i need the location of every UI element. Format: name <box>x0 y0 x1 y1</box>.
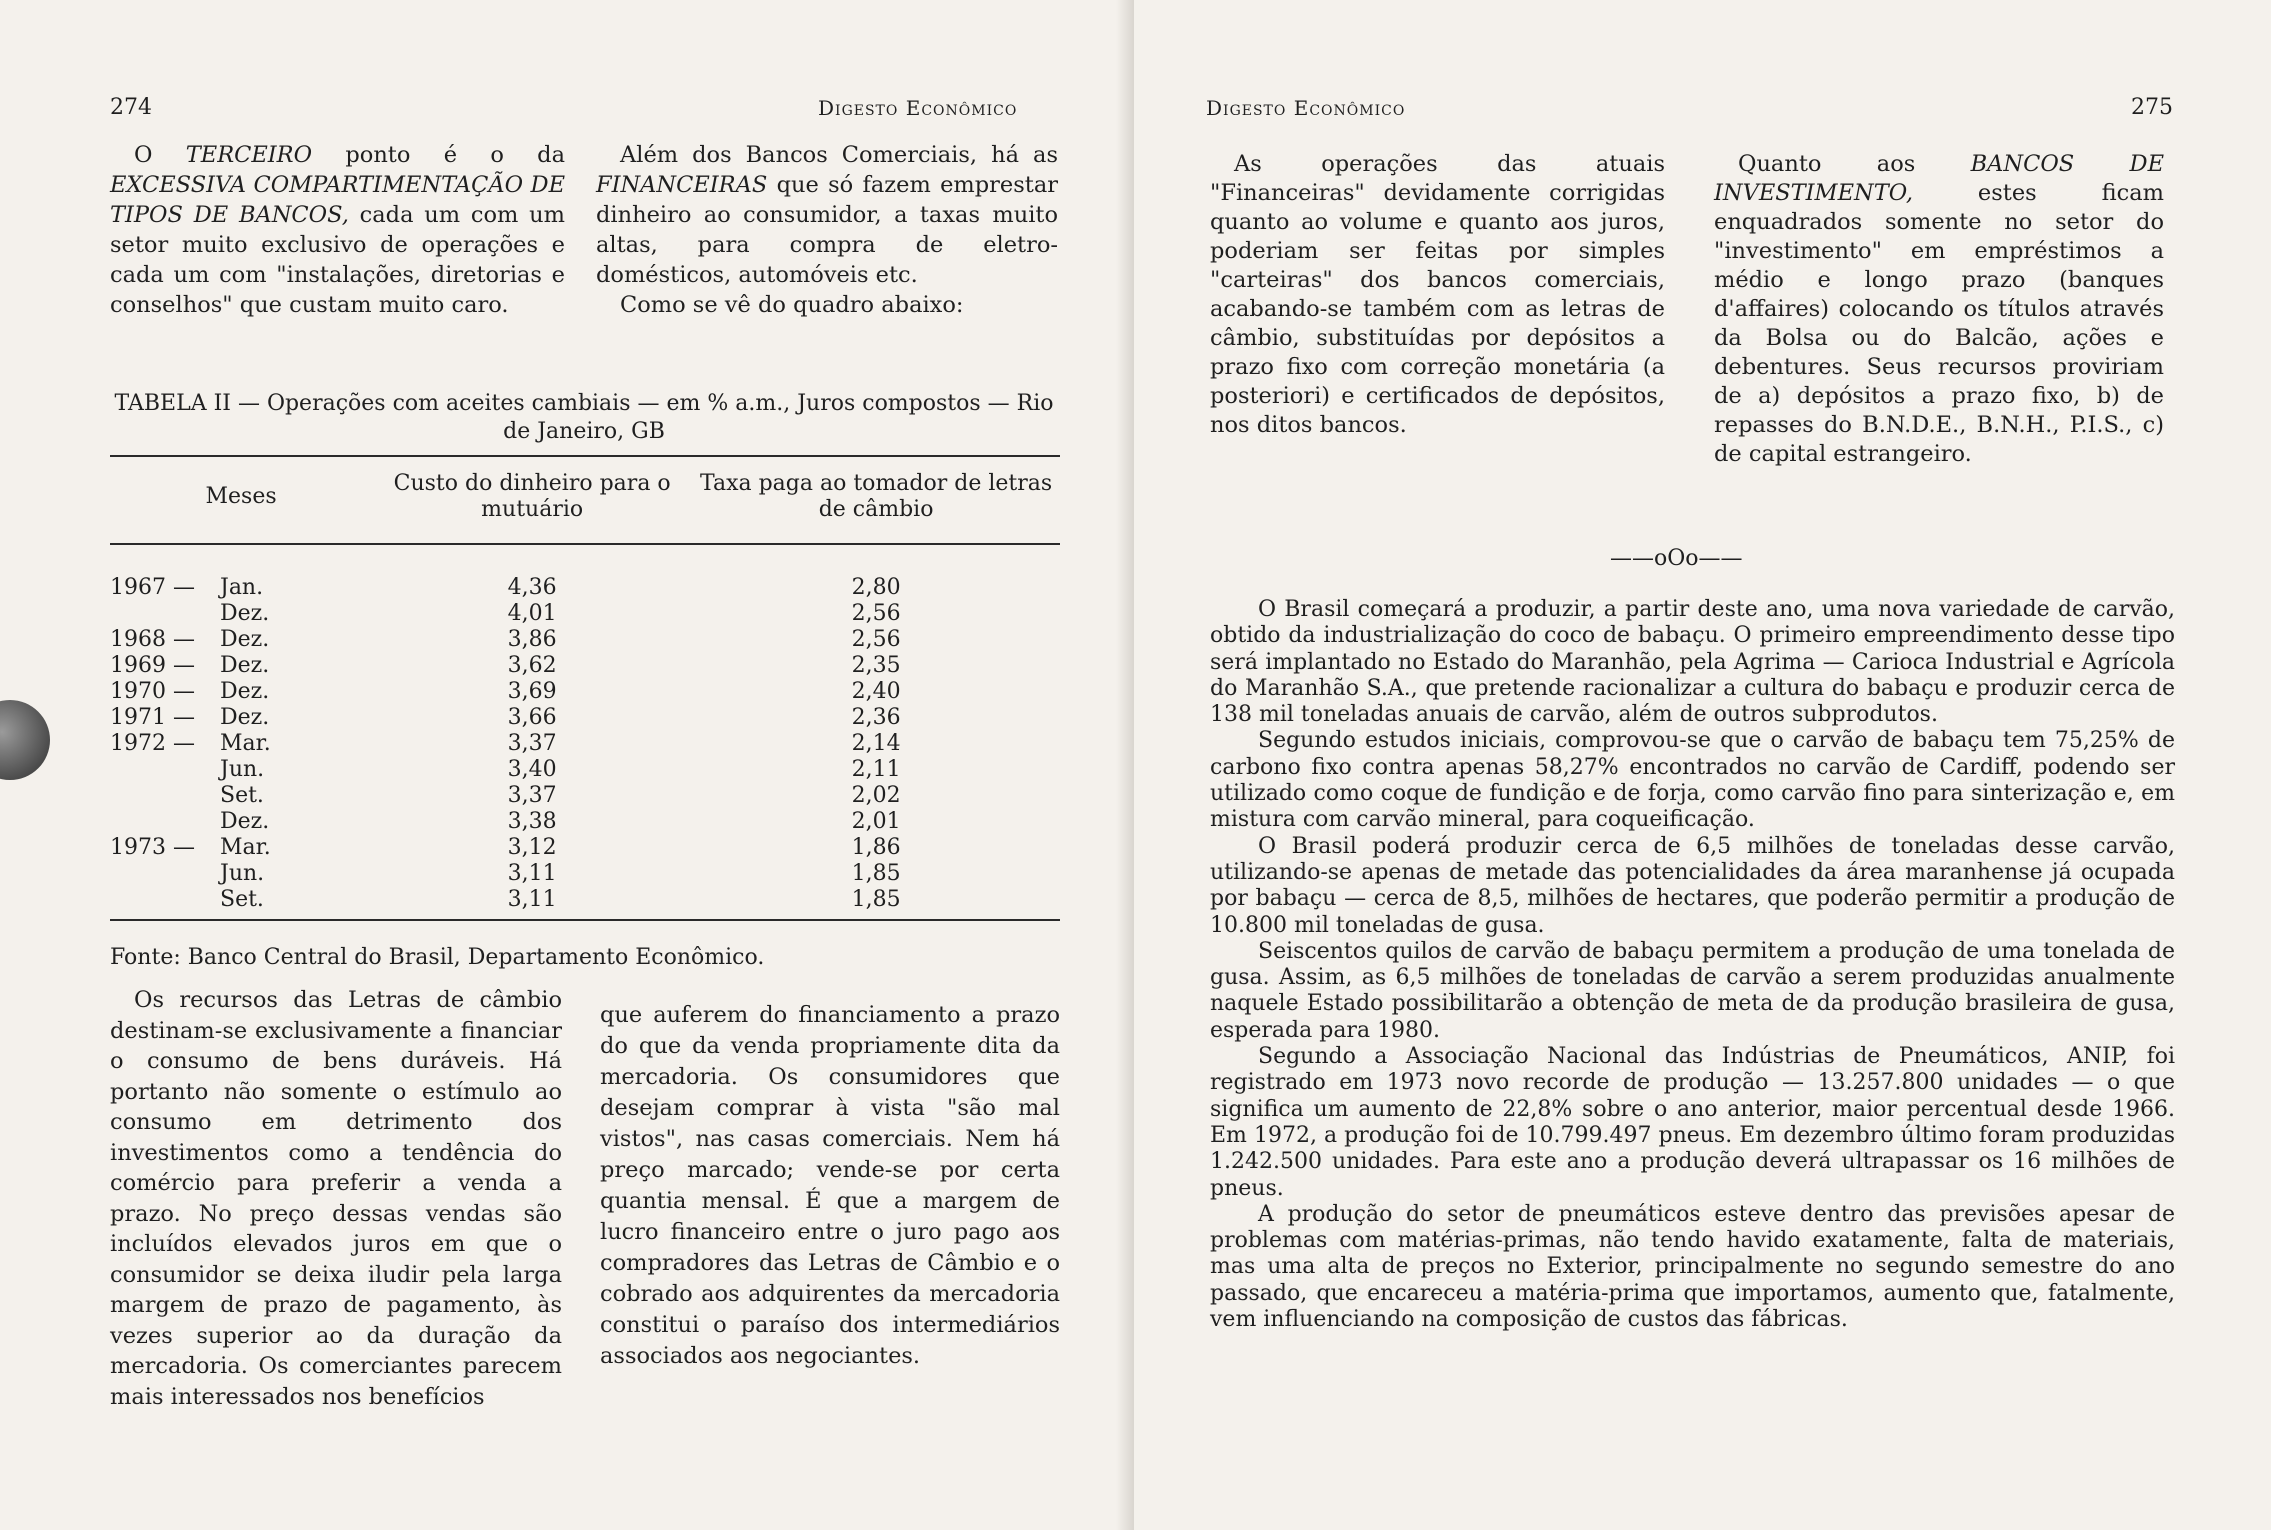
paragraph: As operações das atuais "Financeiras" devidamente corrigidas quanto ao volume e quanto aos juros, poderiam ser feitas por simples "carteiras" dos bancos comerciais, acabando-se também com as letras de câmbio, substituídas por depósitos a prazo fixo com correção monetária (a posteriori) e certificados de depósitos, nos ditos bancos. <box>1210 151 1665 438</box>
left-page <box>0 0 1134 1530</box>
right-column-1 <box>1210 150 1665 440</box>
data-table <box>110 455 1060 921</box>
rate-cell: 1,85 <box>851 861 901 886</box>
table-row <box>110 544 1060 601</box>
year-label: 1972 — <box>110 731 195 756</box>
left-column-3 <box>110 985 562 1412</box>
month-label: Jan. <box>220 575 264 600</box>
page-number: 274 <box>110 95 152 120</box>
month-cell <box>110 757 372 783</box>
table-row <box>110 601 1060 627</box>
cost-cell: 3,11 <box>507 887 557 912</box>
right-column-2 <box>1714 150 2164 469</box>
paragraph: O TERCEIRO ponto é o da EXCESSIVA COMPARTIMENTAÇÃO DE TIPOS DE BANCOS, cada um com um setor muito exclusivo de operações e cada um com "instalações, diretorias e conselhos" que custam muito caro. <box>110 142 566 318</box>
month-cell <box>110 705 372 731</box>
month-label: Dez. <box>220 679 270 704</box>
month-cell <box>110 653 372 679</box>
news-paragraph: O Brasil começará a produzir, a partir deste ano, uma nova variedade de carvão, obtido da industrialização do coco de babaçu. O primeiro empreendimento desse tipo será implantado no Estado do Maranhão, pela Agrima — Carioca Industrial e Agrícola do Maranhão S.A., que pretende racionalizar a cultura do babaçu e produzir cerca de 138 mil toneladas anuais de carvão, além de outros subprodutos. <box>1210 597 2175 728</box>
news-section <box>1210 597 2175 1333</box>
round-sticker-icon <box>0 700 50 780</box>
table-caption: TABELA II — Operações com aceites cambiais — em % a.m., Juros compostos — Rio de Janeiro, GB <box>114 391 1054 444</box>
news-paragraph: Seiscentos quilos de carvão de babaçu permitem a produção de uma tonelada de gusa. Assim, as 6,5 milhões de toneladas de carvão a serem produzidas anualmente naquele Estado possibilitarão a obtenção de meta de da produção brasileira de gusa, esperada para 1980. <box>1210 938 2175 1043</box>
cost-cell: 3,86 <box>507 627 557 652</box>
month-cell <box>110 835 372 861</box>
rate-cell: 2,80 <box>851 575 901 600</box>
year-label: 1967 — <box>110 575 195 600</box>
month-label: Dez. <box>220 809 270 834</box>
news-paragraph: A produção do setor de pneumáticos esteve dentro das previsões apesar de problemas com matérias-primas, não tendo havido exatamente, falta de materiais, mas uma alta de preços no Exterior, principalmente no segundo semestre do ano passado, que encareceu a matéria-prima que importamos, aumento que, fatalmente, vem influenciando na composição de custos das fábricas. <box>1210 1201 2175 1333</box>
year-label: 1969 — <box>110 653 195 678</box>
month-label: Dez. <box>220 601 270 626</box>
month-cell <box>110 731 372 757</box>
month-label: Mar. <box>220 731 271 756</box>
table-source: Fonte: Banco Central do Brasil, Departamento Econômico. <box>110 945 765 970</box>
left-column-1 <box>110 140 565 320</box>
rate-cell: 2,35 <box>851 653 901 678</box>
rate-cell: 2,40 <box>851 679 901 704</box>
news-paragraph: Segundo a Associação Nacional das Indústrias de Pneumáticos, ANIP, foi registrado em 1973 novo recorde de produção — 13.257.800 unidades — o que significa um aumento de 22,8% sobre o ano anterior, maior percentual desde 1966. Em 1972, a produção foi de 10.799.497 pneus. Em dezembro último foram produzidas 1.242.500 unidades. Para este ano a produção deverá ultrapassar os 16 milhões de pneus. <box>1210 1044 2175 1201</box>
rate-cell: 2,56 <box>851 627 901 652</box>
cost-cell: 3,62 <box>507 653 557 678</box>
cost-cell: 3,66 <box>507 705 557 730</box>
cost-cell: 4,01 <box>507 601 557 626</box>
column-header: Custo do dinheiro para o mutuário <box>393 471 671 522</box>
table-row <box>110 835 1060 861</box>
month-label: Dez. <box>220 653 270 678</box>
paragraph: Os recursos das Letras de câmbio destinam-se exclusivamente a financiar o consumo de bens duráveis. Há portanto não somente o estímulo ao consumo em detrimento dos investimentos como a tendência do comércio para preferir a venda a prazo. No preço dessas vendas são incluídos elevados juros em que o consumidor se deixa iludir pela larga margem de prazo de pagamento, às vezes superior ao da duração da mercadoria. Os comerciantes parecem mais interessados nos benefícios <box>110 987 562 1410</box>
cost-cell: 3,69 <box>507 679 557 704</box>
column-header: Taxa paga ao tomador de letras de câmbio <box>699 471 1053 522</box>
column-header: Meses <box>205 484 277 509</box>
left-column-4 <box>600 1000 1060 1372</box>
section-separator: ——oOo—— <box>1610 546 1743 571</box>
running-head: Digesto Econômico <box>818 96 1018 120</box>
paragraph: Como se vê do quadro abaixo: <box>620 292 964 318</box>
rate-cell: 2,56 <box>851 601 901 626</box>
cost-cell: 3,40 <box>507 757 557 782</box>
data-table-wrapper <box>110 455 1060 921</box>
rate-cell: 2,11 <box>851 757 901 782</box>
table-row <box>110 809 1060 835</box>
cost-cell: 3,38 <box>507 809 557 834</box>
month-cell <box>110 627 372 653</box>
table-body <box>110 544 1060 920</box>
rate-cell: 1,85 <box>851 887 901 912</box>
table-row <box>110 887 1060 920</box>
table-row <box>110 783 1060 809</box>
paragraph: Além dos Bancos Comerciais, há as FINANCEIRAS que só fazem emprestar dinheiro ao consumidor, a taxas muito altas, para compra de eletro-domésticos, automóveis etc. <box>596 142 1058 288</box>
year-label: 1970 — <box>110 679 195 704</box>
table-row <box>110 757 1060 783</box>
month-cell <box>110 544 372 601</box>
month-cell <box>110 783 372 809</box>
paragraph: que auferem do financiamento a prazo do que da venda propriamente dita da mercadoria. Os consumidores que desejam comprar à vista "são mal vistos", nas casas comerciais. Nem há preço marcado; vende-se por certa quantia mensal. É que a margem de lucro financeiro entre o juro pago aos compradores das Letras de Câmbio e o cobrado aos adquirentes da mercadoria constitui o paraíso dos intermediários associados aos negociantes. <box>600 1002 1060 1369</box>
month-cell <box>110 679 372 705</box>
table-row <box>110 861 1060 887</box>
cost-cell: 3,11 <box>507 861 557 886</box>
month-label: Set. <box>220 887 264 912</box>
table-header-row <box>110 456 1060 544</box>
rate-cell: 1,86 <box>851 835 901 860</box>
cost-cell: 3,37 <box>507 783 557 808</box>
left-column-2 <box>596 140 1058 320</box>
table-row <box>110 705 1060 731</box>
rate-cell: 2,36 <box>851 705 901 730</box>
cost-cell: 3,12 <box>507 835 557 860</box>
month-label: Dez. <box>220 627 270 652</box>
rate-cell: 2,14 <box>851 731 901 756</box>
news-paragraph: O Brasil poderá produzir cerca de 6,5 milhões de toneladas desse carvão, utilizando-se apenas de metade das potencialidades da área maranhense já ocupada por babaçu — cerca de 8,5, milhões de hectares, que poderão permitir a produção de 10.800 mil toneladas de gusa. <box>1210 833 2175 938</box>
table-row <box>110 679 1060 705</box>
news-paragraph: Segundo estudos iniciais, comprovou-se que o carvão de babaçu tem 75,25% de carbono fixo contra apenas 58,27% encontrados no carvão de Cardiff, podendo ser utilizado como coque de fundição e de forja, como carvão fino para sinterização e, em mistura com carvão mineral, para coqueificação. <box>1210 728 2175 833</box>
month-cell <box>110 601 372 627</box>
month-cell <box>110 861 372 887</box>
paragraph: Quanto aos BANCOS DE INVESTIMENTO, estes ficam enquadrados somente no setor do "investimento" em empréstimos a médio e longo prazo (banques d'affaires) colocando os títulos através da Bolsa ou do Balcão, ações e debentures. Seus recursos proviriam de a) depósitos a prazo fixo, b) de repasses do B.N.D.E., B.N.H., P.I.S., c) de capital estrangeiro. <box>1714 151 2164 467</box>
running-head: Digesto Econômico <box>1206 96 1406 120</box>
month-label: Dez. <box>220 705 270 730</box>
month-cell <box>110 809 372 835</box>
year-label: 1971 — <box>110 705 195 730</box>
table-row <box>110 731 1060 757</box>
cost-cell: 3,37 <box>507 731 557 756</box>
month-cell <box>110 887 372 920</box>
month-label: Jun. <box>220 757 265 782</box>
cost-cell: 4,36 <box>507 575 557 600</box>
page-number: 275 <box>2131 95 2173 120</box>
rate-cell: 2,01 <box>851 809 901 834</box>
year-label: 1973 — <box>110 835 195 860</box>
month-label: Mar. <box>220 835 271 860</box>
year-label: 1968 — <box>110 627 195 652</box>
month-label: Jun. <box>220 861 265 886</box>
rate-cell: 2,02 <box>851 783 901 808</box>
table-row <box>110 627 1060 653</box>
table-row <box>110 653 1060 679</box>
month-label: Set. <box>220 783 264 808</box>
